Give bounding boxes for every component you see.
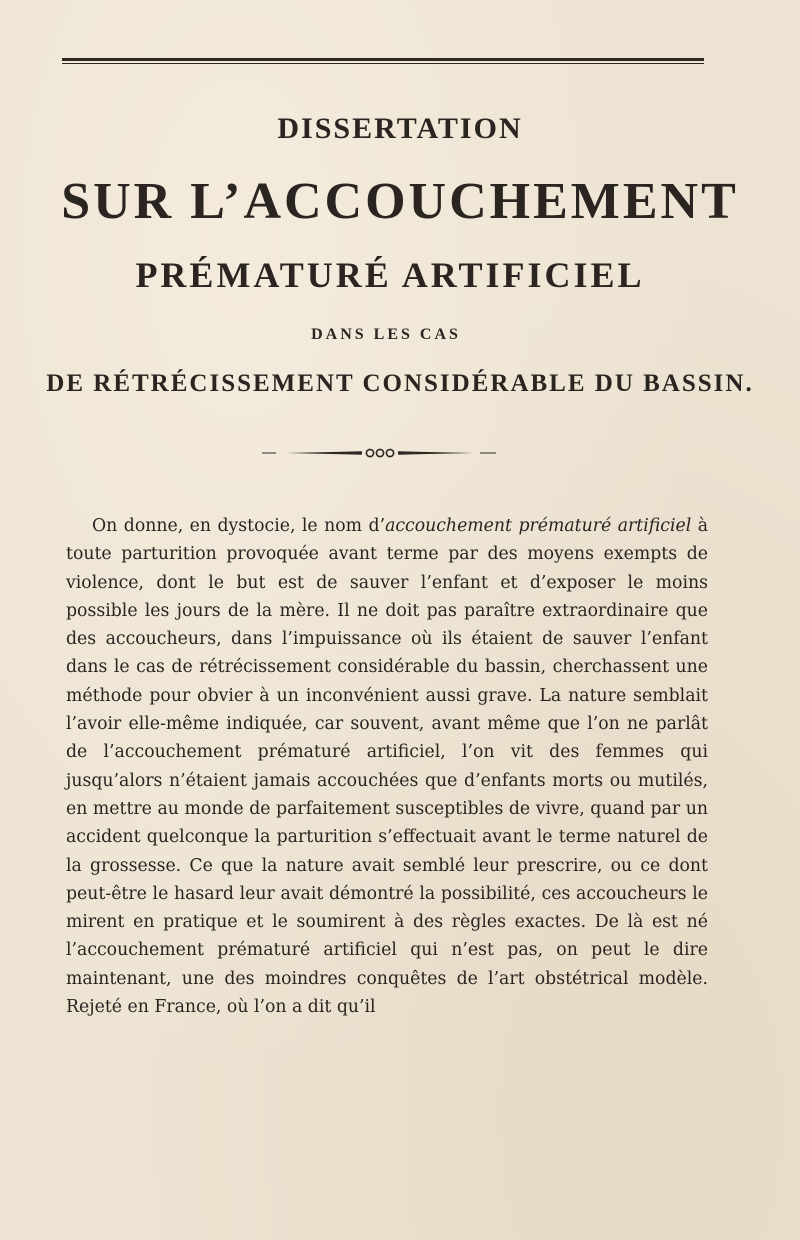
top-double-rule — [62, 58, 704, 66]
body-paragraph — [66, 512, 708, 1021]
top-rule-thick — [62, 58, 704, 61]
title-main: SUR L’ACCOUCHEMENT — [61, 173, 739, 230]
top-rule-thin — [62, 63, 704, 64]
paragraph-text: à toute parturition provoquée avant terme par des moyens exempts de violence, dont le but est de sauver l’enfant et d’exposer le moins possible les jours de la mère. Il ne doit pas paraître extraordinaire que des accoucheurs, dans l’impuissance où ils étaient de sauver l’enfant dans le cas de rétrécissement considérable du bassin, cherchassent une méthode pour obvier à un inconvénient aussi grave. La nature semblait l’avoir elle-même indiquée, car souvent, avant même que l’on ne parlât de l’accouchement prématuré artificiel, l’on vit des femmes qui jusqu’alors n’étaient jamais accouchées que d’enfants morts ou mutilés, en mettre au monde de parfaitement susceptibles de vivre, quand par un accident quelconque la parturition s’effectuait avant le terme naturel de la grossesse. Ce que la nature avait semblé leur prescrire, ou ce dont peut-être le hasard leur avait démontré la possibilité, ces accoucheurs le mirent en pratique et le soumirent à des règles exactes. De là est né l’accouchement prématuré artificiel qui n’est pas, on peut le dire maintenant, une des moindres conquêtes de l’art obstétrical modèle. Rejeté en France, où l’on a dit qu’il — [66, 516, 708, 1018]
ornamental-divider-icon — [262, 446, 498, 460]
title-subtitle: PRÉMATURÉ ARTIFICIEL — [135, 255, 645, 295]
title-dissertation: DISSERTATION — [277, 112, 523, 145]
italic-term: accouchement prématuré artificiel — [385, 516, 692, 536]
title-dans-les-cas: DANS LES CAS — [311, 326, 461, 343]
paragraph-intro: On donne, en dystocie, le nom d’ — [92, 516, 386, 536]
title-condition: DE RÉTRÉCISSEMENT CONSIDÉRABLE DU BASSIN. — [46, 370, 754, 397]
